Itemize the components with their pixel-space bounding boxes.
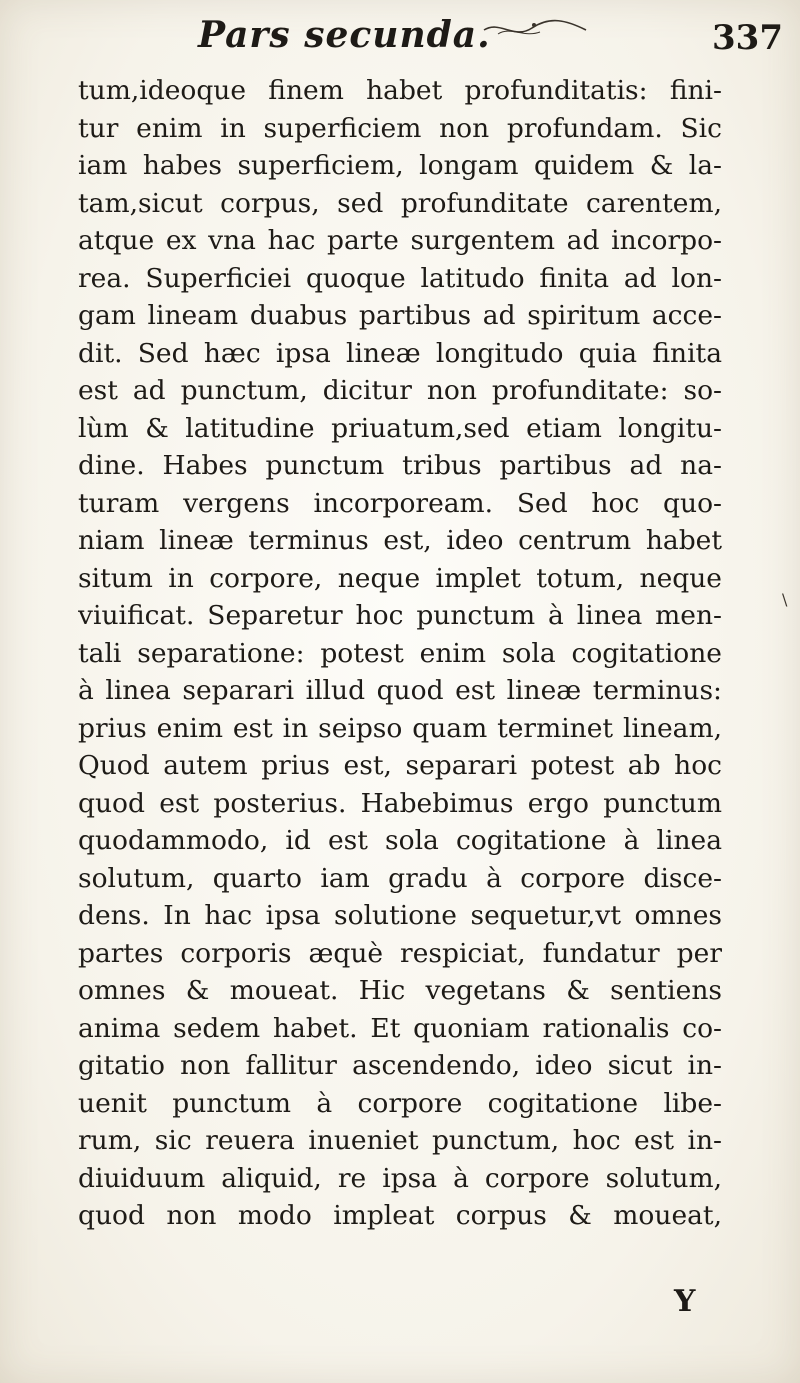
text-line: est ad punctum, dicitur non profunditate: so- <box>78 375 722 406</box>
margin-mark-icon: \ <box>782 590 788 609</box>
text-line: tam,sicut corpus, sed profunditate carentem, <box>78 187 722 219</box>
text-line: tali separatione: potest enim sola cogitatione <box>78 637 722 669</box>
text-line: quod est posterius. Habebimus ergo punctum <box>78 787 722 819</box>
text-line: iam habes superficiem, longam quidem & la- <box>78 150 722 181</box>
text-line: niam lineæ terminus est, ideo centrum habet <box>78 525 722 556</box>
text-line: tur enim in superficiem non profundam. Sic <box>78 112 722 144</box>
text-line: viuificat. Separetur hoc punctum à linea men- <box>78 600 722 631</box>
text-line: prius enim est in seipso quam terminet lineam, <box>78 712 722 744</box>
signature-mark: Y <box>674 1284 696 1319</box>
page-header <box>0 8 800 68</box>
text-line: omnes & moueat. Hic vegetans & sentiens <box>78 975 722 1006</box>
text-line: quod non modo impleat corpus & moueat, <box>78 1200 722 1231</box>
printer-ornament-icon <box>480 16 590 44</box>
text-line: à linea separari illud quod est lineæ terminus: <box>78 675 722 706</box>
page-number: 337 <box>712 18 783 58</box>
text-line: dens. In hac ipsa solutione sequetur,vt omnes <box>78 900 722 931</box>
text-line: dit. Sed hæc ipsa lineæ longitudo quia finita <box>78 337 722 369</box>
text-line: turam vergens incorpoream. Sed hoc quo- <box>78 487 722 519</box>
running-head: Pars secunda. <box>198 14 491 56</box>
body-text <box>78 72 722 1235</box>
text-line: quodammodo, id est sola cogitatione à linea <box>78 825 722 856</box>
text-line: uenit punctum à corpore cogitatione libe- <box>78 1087 722 1119</box>
text-line: atque ex vna hac parte surgentem ad incorpo- <box>78 225 722 256</box>
text-line: gitatio non fallitur ascendendo, ideo sicut in- <box>78 1050 722 1081</box>
text-line: rum, sic reuera inueniet punctum, hoc est in- <box>78 1125 722 1156</box>
text-line: dine. Habes punctum tribus partibus ad na- <box>78 450 722 481</box>
text-line: lùm & latitudine priuatum,sed etiam longitu- <box>78 412 722 444</box>
text-line: situm in corpore, neque implet totum, neque <box>78 562 722 594</box>
text-line: solutum, quarto iam gradu à corpore disce- <box>78 862 722 894</box>
text-line: rea. Superficiei quoque latitudo finita ad lon- <box>78 262 722 294</box>
text-line: gam lineam duabus partibus ad spiritum acce- <box>78 300 722 331</box>
text-line: tum,ideoque finem habet profunditatis: fini- <box>78 75 722 106</box>
text-line: partes corporis æquè respiciat, fundatur per <box>78 937 722 969</box>
text-line: Quod autem prius est, separari potest ab hoc <box>78 750 722 781</box>
text-line: anima sedem habet. Et quoniam rationalis co- <box>78 1012 722 1044</box>
text-line: diuiduum aliquid, re ipsa à corpore solutum, <box>78 1162 722 1194</box>
